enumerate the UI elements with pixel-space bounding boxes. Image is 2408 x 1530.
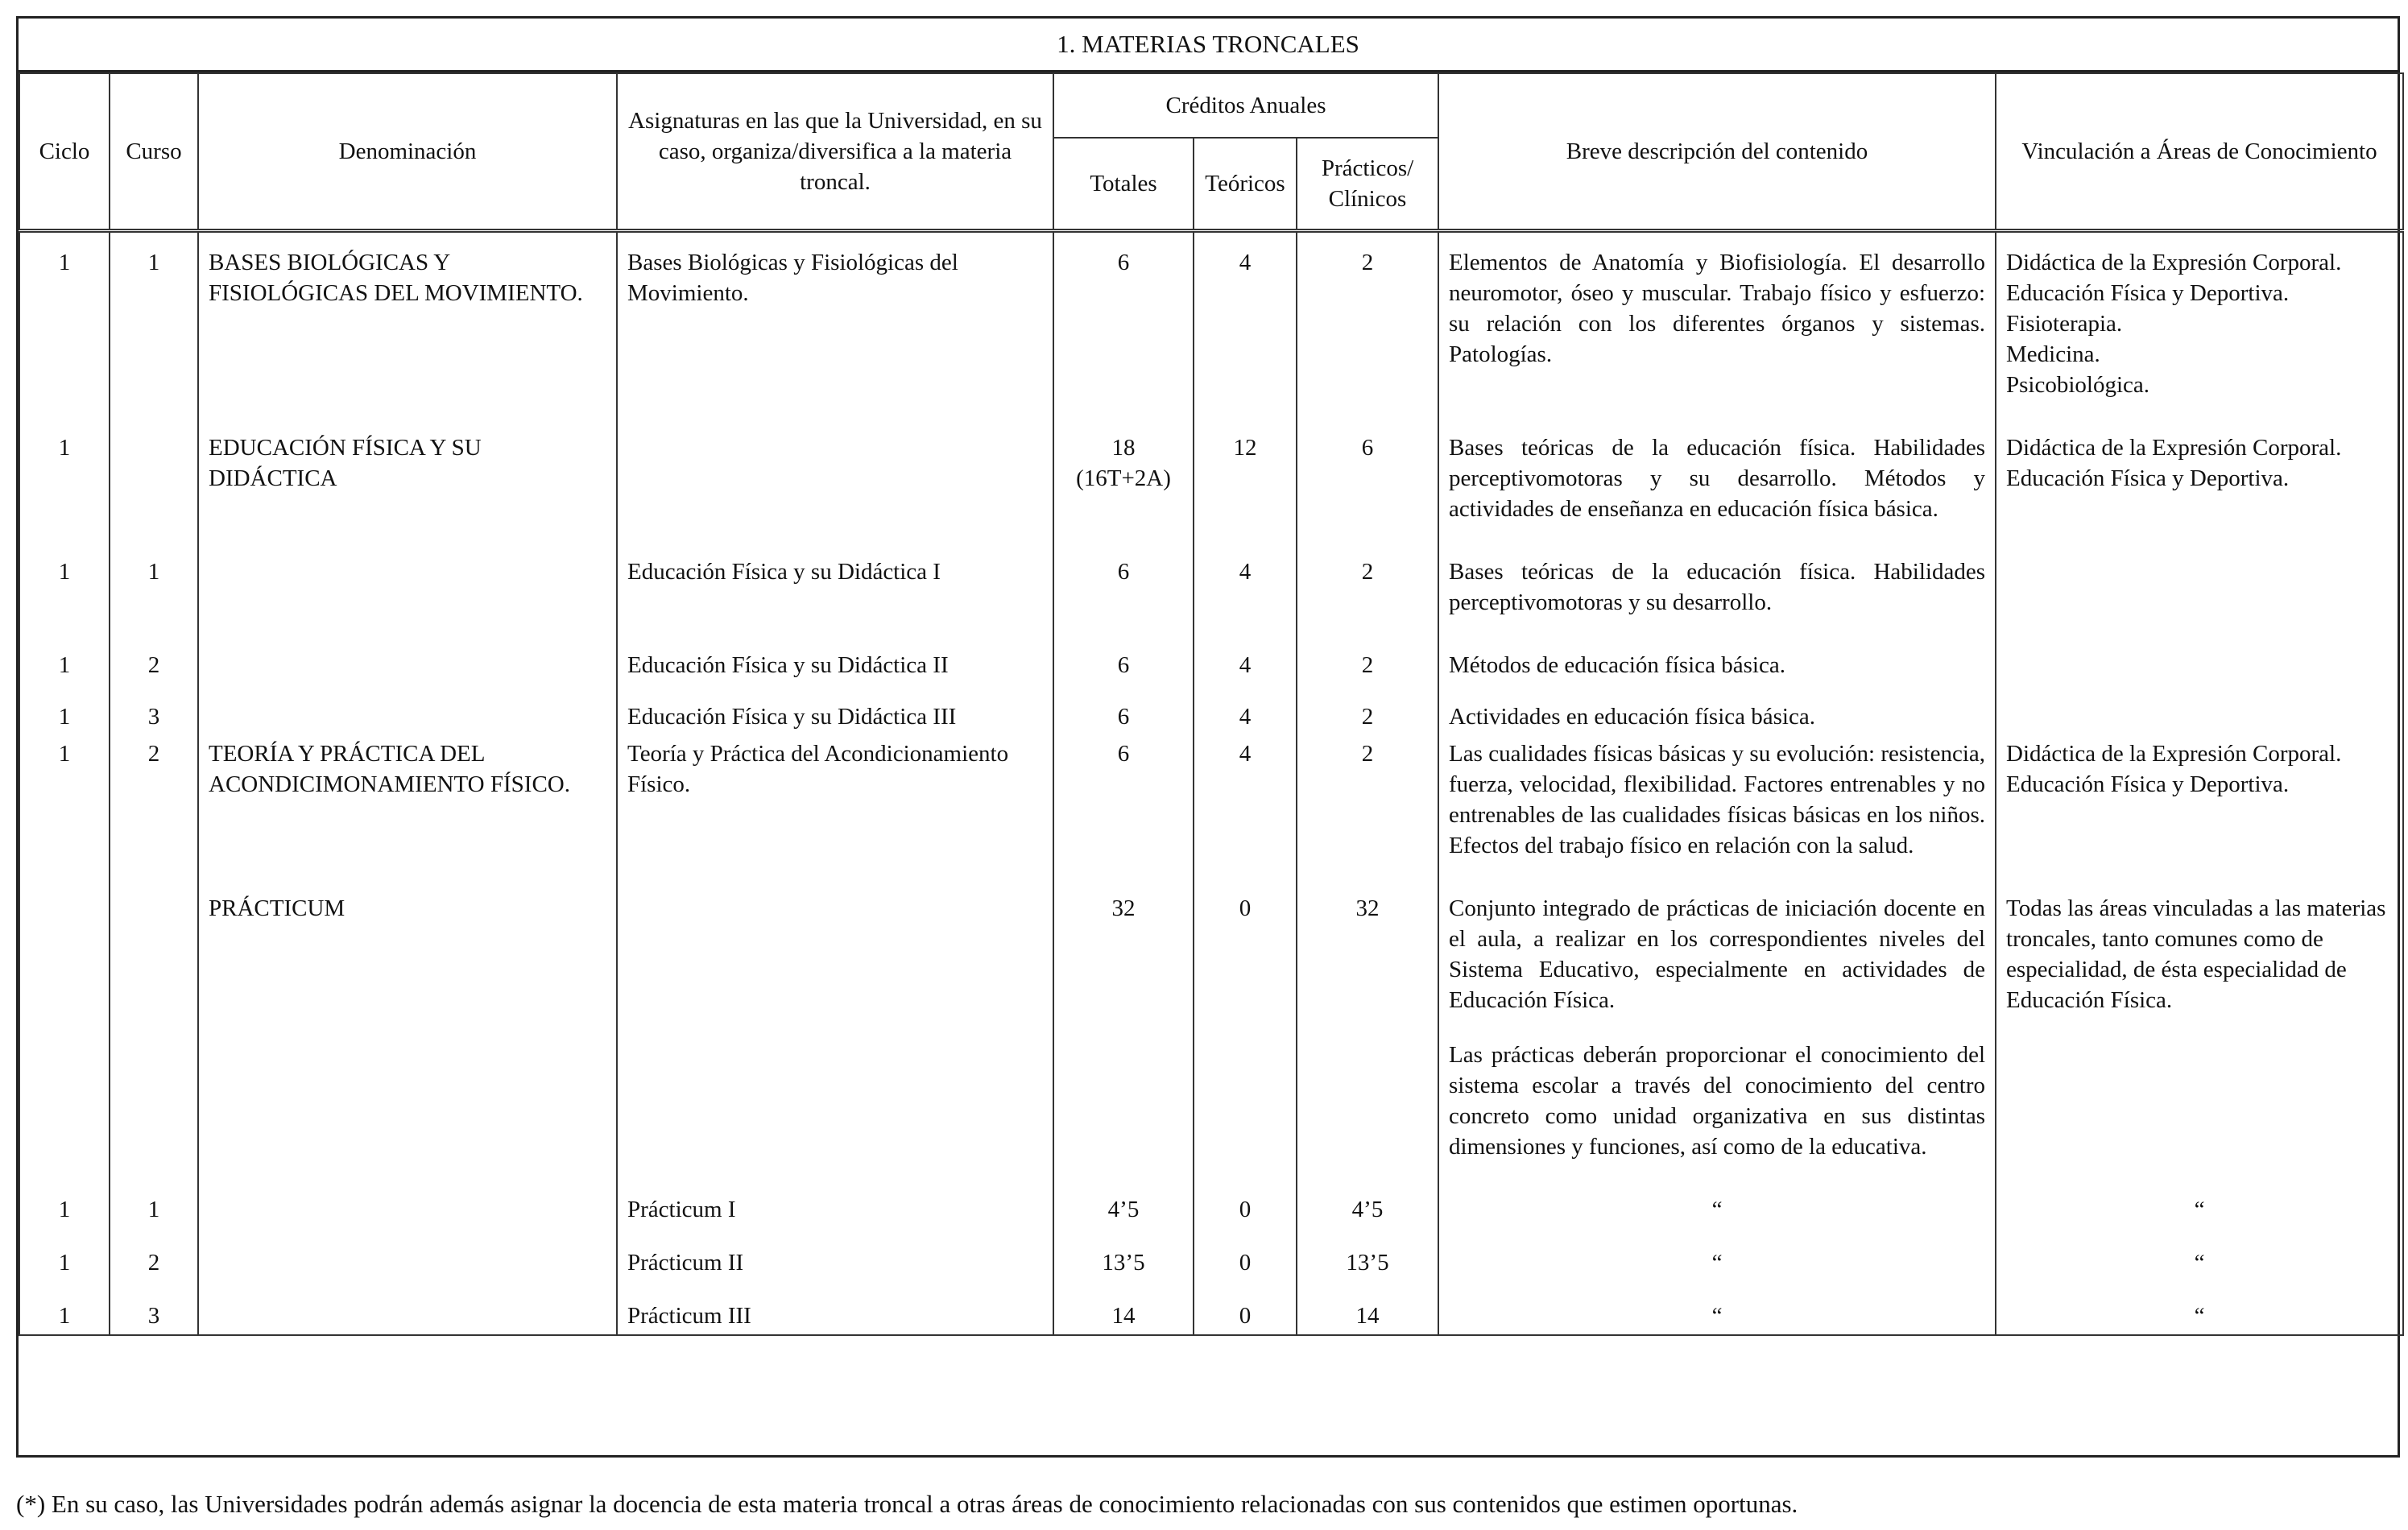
cell-descripcion: “ — [1438, 1244, 1996, 1281]
header-practicos: Prácticos/ Clínicos — [1297, 138, 1438, 231]
vinculacion-item: Educación Física y Deportiva. — [2006, 465, 2290, 491]
cell-curso — [110, 890, 198, 1165]
cell-totales: 6 — [1053, 553, 1194, 621]
cell-denominacion: BASES BIOLÓGICAS Y FISIOLÓGICAS DEL MOVIMIENTO. — [198, 231, 617, 404]
cell-practicos: 32 — [1297, 890, 1438, 1165]
vinculacion-item: Psicobiológica. — [2006, 372, 2150, 398]
cell-practicos: 2 — [1297, 231, 1438, 404]
cell-asignatura: Educación Física y su Didáctica I — [617, 553, 1053, 621]
cell-descripcion: Actividades en educación física básica. — [1438, 698, 1996, 735]
table-row — [19, 553, 2403, 621]
cell-ciclo: 1 — [19, 1244, 110, 1281]
cell-totales: 6 — [1053, 647, 1194, 684]
table-row — [19, 1191, 2403, 1228]
cell-totales: 6 — [1053, 735, 1194, 864]
cell-practicos: 13’5 — [1297, 1244, 1438, 1281]
cell-practicos: 6 — [1297, 429, 1438, 527]
cell-curso: 3 — [110, 698, 198, 735]
cell-denominacion: EDUCACIÓN FÍSICA Y SU DIDÁCTICA — [198, 429, 617, 527]
cell-vinculacion — [1996, 735, 2403, 864]
cell-totales: 18 (16T+2A) — [1053, 429, 1194, 527]
cell-denominacion: TEORÍA Y PRÁCTICA DEL ACONDICIMONAMIENTO FÍSICO. — [198, 735, 617, 864]
table-header — [19, 73, 2403, 231]
table-row — [19, 647, 2403, 684]
descripcion-paragraph: Las prácticas deberán proporcionar el conocimiento del sistema escolar a través del conocimiento del centro concreto como unidad organizativa en sus distintas dimensiones y funciones, así como de la educativa. — [1449, 1042, 1986, 1160]
header-denominacion: Denominación — [198, 73, 617, 231]
cell-teoricos: 4 — [1194, 698, 1297, 735]
cell-vinculacion — [1996, 698, 2403, 735]
cell-asignatura: Bases Biológicas y Fisiológicas del Movimiento. — [617, 231, 1053, 404]
cell-descripcion: “ — [1438, 1191, 1996, 1228]
cell-ciclo: 1 — [19, 1191, 110, 1228]
cell-curso — [110, 429, 198, 527]
cell-vinculacion — [1996, 553, 2403, 621]
cell-asignatura — [617, 890, 1053, 1165]
cell-curso: 2 — [110, 1244, 198, 1281]
cell-teoricos: 0 — [1194, 1297, 1297, 1335]
cell-totales: 6 — [1053, 698, 1194, 735]
cell-ciclo: 1 — [19, 429, 110, 527]
materias-table — [19, 72, 2404, 1336]
cell-totales: 13’5 — [1053, 1244, 1194, 1281]
cell-vinculacion: “ — [1996, 1297, 2403, 1335]
cell-teoricos: 4 — [1194, 647, 1297, 684]
cell-denominacion — [198, 1297, 617, 1335]
cell-denominacion — [198, 647, 617, 684]
cell-practicos: 4’5 — [1297, 1191, 1438, 1228]
cell-denominacion — [198, 698, 617, 735]
cell-ciclo: 1 — [19, 231, 110, 404]
vinculacion-item: Medicina. — [2006, 341, 2100, 367]
table-body — [19, 231, 2403, 1336]
cell-vinculacion: Todas las áreas vinculadas a las materias troncales, tanto comunes como de especialidad, de ésta especialidad de Educación Física. — [1996, 890, 2403, 1165]
cell-descripcion: Métodos de educación física básica. — [1438, 647, 1996, 684]
footnote: (*) En su caso, las Universidades podrán además asignar la docencia de esta materia troncal a otras áreas de conocimiento relacionadas con sus contenidos que estimen oportunas. — [16, 1490, 1798, 1518]
header-ciclo: Ciclo — [19, 73, 110, 231]
cell-asignatura — [617, 429, 1053, 527]
cell-ciclo: 1 — [19, 553, 110, 621]
header-descripcion: Breve descripción del contenido — [1438, 73, 1996, 231]
table-row — [19, 1244, 2403, 1281]
vinculacion-item: Didáctica de la Expresión Corporal. — [2006, 741, 2342, 767]
cell-vinculacion — [1996, 231, 2403, 404]
cell-teoricos: 0 — [1194, 890, 1297, 1165]
cell-curso: 3 — [110, 1297, 198, 1335]
table-row — [19, 1297, 2403, 1335]
vinculacion-item: Didáctica de la Expresión Corporal. — [2006, 250, 2342, 275]
table-row — [19, 735, 2403, 864]
cell-vinculacion: “ — [1996, 1244, 2403, 1281]
table-row — [19, 429, 2403, 527]
cell-descripcion: Las cualidades físicas básicas y su evolución: resistencia, fuerza, velocidad, flexibilidad. Factores entrenables y no entrenables de las cualidades físicas básicas en los niños. Efectos del trabajo físico en relación con la salud. — [1438, 735, 1996, 864]
vinculacion-item: Educación Física y Deportiva. — [2006, 280, 2290, 306]
cell-teoricos: 12 — [1194, 429, 1297, 527]
cell-curso: 1 — [110, 553, 198, 621]
cell-asignatura: Prácticum I — [617, 1191, 1053, 1228]
cell-teoricos: 0 — [1194, 1244, 1297, 1281]
cell-descripcion: “ — [1438, 1297, 1996, 1335]
cell-teoricos: 4 — [1194, 231, 1297, 404]
cell-practicos: 2 — [1297, 698, 1438, 735]
cell-descripcion: Bases teóricas de la educación física. Habilidades perceptivomotoras y su desarrollo. — [1438, 553, 1996, 621]
header-teoricos: Teóricos — [1194, 138, 1297, 231]
cell-totales: 4’5 — [1053, 1191, 1194, 1228]
cell-denominacion — [198, 1191, 617, 1228]
header-curso: Curso — [110, 73, 198, 231]
cell-denominacion: PRÁCTICUM — [198, 890, 617, 1165]
cell-asignatura: Teoría y Práctica del Acondicionamiento Físico. — [617, 735, 1053, 864]
cell-vinculacion — [1996, 429, 2403, 527]
cell-ciclo: 1 — [19, 1297, 110, 1335]
cell-ciclo: 1 — [19, 698, 110, 735]
cell-descripcion: Elementos de Anatomía y Biofisiología. El desarrollo neuromotor, óseo y muscular. Trabajo físico y esfuerzo: su relación con los diferentes órganos y sistemas. Patologías. — [1438, 231, 1996, 404]
descripcion-paragraph: Conjunto integrado de prácticas de iniciación docente en el aula, a realizar en los correspondientes niveles del Sistema Educativo, especialmente en actividades de Educación Física. — [1449, 895, 1986, 1013]
cell-practicos: 2 — [1297, 553, 1438, 621]
cell-curso: 2 — [110, 735, 198, 864]
cell-totales: 32 — [1053, 890, 1194, 1165]
cell-teoricos: 0 — [1194, 1191, 1297, 1228]
vinculacion-item: Fisioterapia. — [2006, 311, 2123, 337]
cell-asignatura: Educación Física y su Didáctica II — [617, 647, 1053, 684]
cell-teoricos: 4 — [1194, 553, 1297, 621]
header-asignaturas: Asignaturas en las que la Universidad, en su caso, organiza/diversifica a la materia troncal. — [617, 73, 1053, 231]
cell-curso: 1 — [110, 1191, 198, 1228]
vinculacion-item: Educación Física y Deportiva. — [2006, 771, 2290, 797]
cell-ciclo: 1 — [19, 647, 110, 684]
cell-ciclo — [19, 890, 110, 1165]
table-row — [19, 231, 2403, 404]
cell-practicos: 2 — [1297, 735, 1438, 864]
cell-totales: 6 — [1053, 231, 1194, 404]
document-table-frame — [16, 16, 2400, 1458]
cell-ciclo: 1 — [19, 735, 110, 864]
cell-asignatura: Prácticum II — [617, 1244, 1053, 1281]
cell-curso: 2 — [110, 647, 198, 684]
header-totales: Totales — [1053, 138, 1194, 231]
cell-totales: 14 — [1053, 1297, 1194, 1335]
cell-practicos: 14 — [1297, 1297, 1438, 1335]
cell-asignatura: Educación Física y su Didáctica III — [617, 698, 1053, 735]
cell-vinculacion — [1996, 647, 2403, 684]
cell-denominacion — [198, 553, 617, 621]
cell-practicos: 2 — [1297, 647, 1438, 684]
table-row — [19, 890, 2403, 1165]
cell-curso: 1 — [110, 231, 198, 404]
cell-teoricos: 4 — [1194, 735, 1297, 864]
cell-asignatura: Prácticum III — [617, 1297, 1053, 1335]
cell-descripcion: Bases teóricas de la educación física. Habilidades perceptivomotoras y su desarrollo. Métodos y actividades de enseñanza en educación física básica. — [1438, 429, 1996, 527]
table-title: 1. MATERIAS TRONCALES — [19, 19, 2398, 72]
vinculacion-item: Didáctica de la Expresión Corporal. — [2006, 435, 2342, 461]
cell-descripcion — [1438, 890, 1996, 1165]
cell-vinculacion: “ — [1996, 1191, 2403, 1228]
table-row — [19, 698, 2403, 735]
header-vinculacion: Vinculación a Áreas de Conocimiento — [1996, 73, 2403, 231]
header-creditos-anuales: Créditos Anuales — [1053, 73, 1438, 138]
cell-denominacion — [198, 1244, 617, 1281]
